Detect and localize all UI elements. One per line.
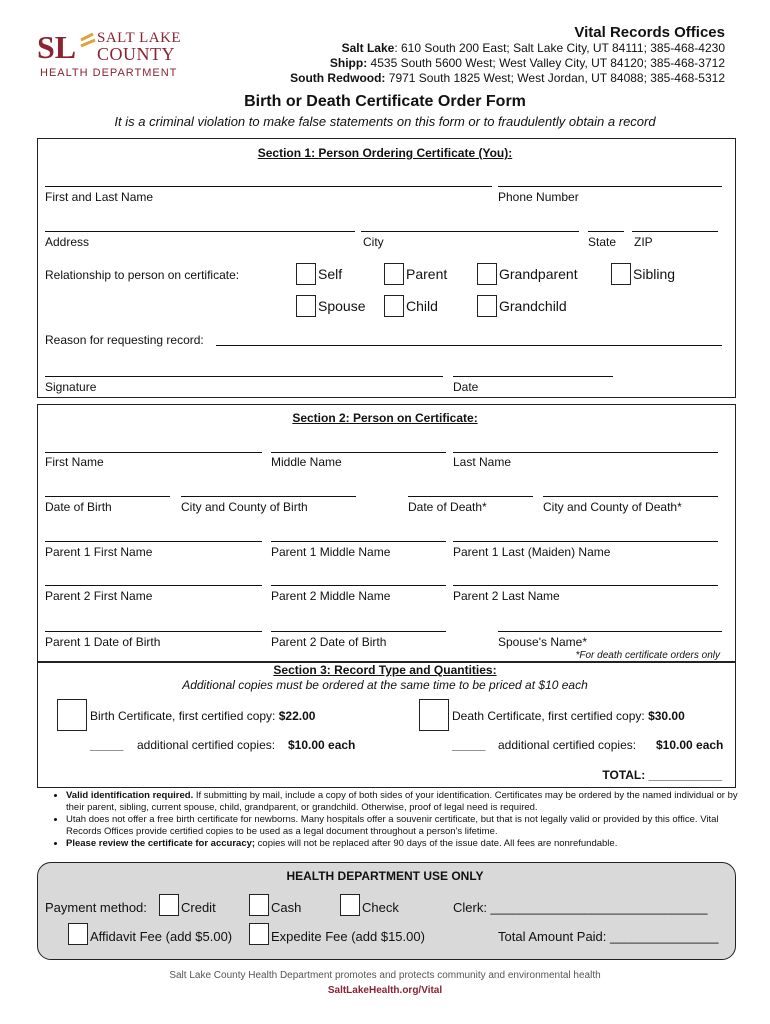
dob-line[interactable] bbox=[45, 496, 170, 497]
parent-label: Parent bbox=[406, 266, 448, 282]
p1-first-label: Parent 1 First Name bbox=[45, 545, 153, 559]
birth-qty-blank[interactable]: _____ bbox=[90, 738, 124, 752]
note-review-text: copies will not be replaced after 90 days of the issue date. All fees are nonrefundable. bbox=[255, 838, 618, 849]
footer-tagline: Salt Lake County Health Department promotes and protects community and environmental health bbox=[169, 970, 601, 981]
spouse-label: Spouse's Name* bbox=[498, 635, 588, 649]
death-add-price: $10.00 each bbox=[656, 738, 724, 752]
spouse-label: Spouse bbox=[318, 298, 366, 314]
birth-city-label: City and County of Birth bbox=[181, 500, 308, 514]
death-qty-blank[interactable]: _____ bbox=[452, 738, 486, 752]
affidavit-checkbox[interactable] bbox=[68, 923, 88, 945]
logo-text-1: SALT LAKE bbox=[97, 30, 182, 46]
city-line[interactable] bbox=[361, 231, 579, 232]
child-label: Child bbox=[406, 298, 438, 314]
grandparent-label: Grandparent bbox=[499, 266, 578, 282]
spouse-checkbox[interactable] bbox=[296, 295, 316, 317]
notes-list bbox=[44, 790, 738, 850]
dod-label: Date of Death* bbox=[408, 500, 487, 514]
birth-cert-price: $22.00 bbox=[278, 709, 316, 723]
city-label: City bbox=[363, 235, 384, 249]
death-add-label: additional certified copies: bbox=[498, 738, 637, 752]
section2-box bbox=[37, 404, 736, 662]
phone-label: Phone Number bbox=[498, 190, 579, 204]
death-note: *For death certificate orders only bbox=[575, 650, 720, 661]
credit-label: Credit bbox=[181, 900, 216, 915]
office2-addr: 4535 South 5600 West; West Valley City, UT 84120; 385-468-3712 bbox=[367, 56, 725, 70]
clerk-field[interactable]: Clerk: ______________________________ bbox=[453, 900, 708, 915]
form-title: Birth or Death Certificate Order Form bbox=[244, 93, 526, 110]
date-label: Date bbox=[453, 380, 479, 394]
office-south-redwood bbox=[290, 71, 725, 85]
death-cert-text: Death Certificate, first certified copy: bbox=[452, 709, 649, 723]
office2-name: Shipp: bbox=[329, 56, 368, 70]
p2-last-line[interactable] bbox=[453, 585, 718, 586]
last-name-label: Last Name bbox=[453, 455, 512, 469]
p2-dob-line[interactable] bbox=[271, 631, 446, 632]
address-label: Address bbox=[45, 235, 90, 249]
expedite-checkbox[interactable] bbox=[249, 923, 269, 945]
offices-title: Vital Records Offices bbox=[574, 24, 725, 41]
p2-last-label: Parent 2 Last Name bbox=[453, 589, 560, 603]
sibling-checkbox[interactable] bbox=[611, 263, 631, 285]
p1-dob-label: Parent 1 Date of Birth bbox=[45, 635, 161, 649]
office-shipp bbox=[330, 56, 725, 70]
first-name-line[interactable] bbox=[45, 452, 262, 453]
reason-line[interactable] bbox=[216, 345, 722, 346]
office3-name: South Redwood: bbox=[290, 71, 386, 85]
credit-checkbox[interactable] bbox=[159, 894, 179, 916]
p2-middle-line[interactable] bbox=[271, 585, 446, 586]
state-line[interactable] bbox=[588, 231, 624, 232]
check-checkbox[interactable] bbox=[340, 894, 360, 916]
middle-name-label: Middle Name bbox=[271, 455, 342, 469]
note-review bbox=[66, 838, 738, 850]
form-warning: It is a criminal violation to make false statements on this form or to fraudulently obtain a record bbox=[114, 114, 656, 129]
address-line[interactable] bbox=[45, 231, 355, 232]
signature-line[interactable] bbox=[45, 376, 443, 377]
grandchild-label: Grandchild bbox=[499, 298, 567, 314]
logo-text-3: HEALTH DEPARTMENT bbox=[40, 67, 178, 79]
self-label: Self bbox=[318, 266, 343, 282]
grandparent-checkbox[interactable] bbox=[477, 263, 497, 285]
payment-label: Payment method: bbox=[45, 900, 147, 915]
birth-city-line[interactable] bbox=[181, 496, 356, 497]
first-last-name-label: First and Last Name bbox=[45, 190, 154, 204]
section2-title: Section 2: Person on Certificate: bbox=[292, 411, 478, 425]
note-review-bold: Please review the certificate for accuracy; bbox=[66, 838, 256, 849]
section1-title: Section 1: Person Ordering Certificate (You): bbox=[257, 146, 513, 160]
birth-add-label: additional certified copies: bbox=[137, 738, 276, 752]
office3-addr: 7971 South 1825 West; West Jordan, UT 84088; 385-468-5312 bbox=[385, 71, 725, 85]
p2-first-label: Parent 2 First Name bbox=[45, 589, 153, 603]
death-cert-checkbox[interactable] bbox=[419, 699, 449, 731]
logo-text-2: COUNTY bbox=[97, 44, 175, 64]
office1-name: Salt Lake bbox=[341, 41, 395, 55]
name-line[interactable] bbox=[45, 186, 492, 187]
cash-label: Cash bbox=[271, 900, 302, 915]
p1-dob-line[interactable] bbox=[45, 631, 262, 632]
death-cert-label bbox=[452, 709, 685, 723]
state-label: State bbox=[588, 235, 617, 249]
death-city-line[interactable] bbox=[543, 496, 718, 497]
county-logo bbox=[37, 28, 197, 83]
phone-line[interactable] bbox=[498, 186, 722, 187]
birth-add-price: $10.00 each bbox=[288, 738, 356, 752]
p1-middle-label: Parent 1 Middle Name bbox=[271, 545, 391, 559]
svg-text:SL: SL bbox=[37, 30, 77, 64]
death-city-label: City and County of Death* bbox=[543, 500, 682, 514]
birth-cert-text: Birth Certificate, first certified copy: bbox=[90, 709, 279, 723]
affidavit-label: Affidavit Fee (add $5.00) bbox=[90, 929, 233, 944]
dob-label: Date of Birth bbox=[45, 500, 112, 514]
birth-cert-checkbox[interactable] bbox=[57, 699, 87, 731]
office-use-title: HEALTH DEPARTMENT USE ONLY bbox=[286, 869, 484, 883]
zip-line[interactable] bbox=[632, 231, 718, 232]
expedite-label: Expedite Fee (add $15.00) bbox=[271, 929, 425, 944]
p1-first-line[interactable] bbox=[45, 541, 262, 542]
p1-middle-line[interactable] bbox=[271, 541, 446, 542]
date-line[interactable] bbox=[453, 376, 613, 377]
note-id-text: If submitting by mail, include a copy of both sides of your identification. Certificates may be ordered by the named individual or by their parent, sibling, current spouse, child, grandparent, or grandchild. Otherwise, proof of legal need is required. bbox=[66, 790, 738, 813]
first-name-label: First Name bbox=[45, 455, 104, 469]
last-name-line[interactable] bbox=[453, 452, 718, 453]
birth-cert-label bbox=[90, 709, 315, 723]
section3-subtitle: Additional copies must be ordered at the same time to be priced at $10 each bbox=[182, 678, 588, 692]
note-id bbox=[66, 790, 738, 814]
p2-middle-label: Parent 2 Middle Name bbox=[271, 589, 391, 603]
sl-logo-icon bbox=[37, 30, 97, 64]
child-checkbox[interactable] bbox=[384, 295, 404, 317]
cash-checkbox[interactable] bbox=[249, 894, 269, 916]
sibling-label: Sibling bbox=[633, 266, 676, 282]
total-paid-field[interactable]: Total Amount Paid: _______________ bbox=[498, 929, 719, 944]
signature-label: Signature bbox=[45, 380, 97, 394]
total-label[interactable]: TOTAL: ___________ bbox=[602, 768, 722, 782]
parent-checkbox[interactable] bbox=[384, 263, 404, 285]
middle-name-line[interactable] bbox=[271, 452, 446, 453]
grandchild-checkbox[interactable] bbox=[477, 295, 497, 317]
check-label: Check bbox=[362, 900, 399, 915]
reason-label: Reason for requesting record: bbox=[45, 333, 204, 347]
zip-label: ZIP bbox=[634, 235, 653, 249]
p2-first-line[interactable] bbox=[45, 585, 262, 586]
spouse-line[interactable] bbox=[498, 631, 722, 632]
note-newborn bbox=[66, 814, 738, 838]
office1-addr: : 610 South 200 East; Salt Lake City, UT 84111; 385-468-4230 bbox=[394, 41, 725, 55]
relationship-label: Relationship to person on certificate: bbox=[45, 268, 240, 282]
note-id-bold: Valid identification required. bbox=[66, 790, 194, 801]
self-checkbox[interactable] bbox=[296, 263, 316, 285]
office-salt-lake bbox=[342, 41, 725, 55]
note-newborn-text: Utah does not offer a free birth certificate for newborns. Many hospitals offer a souvenir certificate, but that is not legally valid or provided by this office. Vital Records Offices provide certified copies to be used as a legal document throughout a person's lifetime. bbox=[66, 814, 719, 837]
p1-last-label: Parent 1 Last (Maiden) Name bbox=[453, 545, 611, 559]
footer-url[interactable]: SaltLakeHealth.org/Vital bbox=[327, 985, 443, 996]
death-cert-price: $30.00 bbox=[648, 709, 685, 723]
dod-line[interactable] bbox=[408, 496, 533, 497]
section3-title: Section 3: Record Type and Quantities: bbox=[273, 663, 497, 677]
p2-dob-label: Parent 2 Date of Birth bbox=[271, 635, 387, 649]
p1-last-line[interactable] bbox=[453, 541, 718, 542]
